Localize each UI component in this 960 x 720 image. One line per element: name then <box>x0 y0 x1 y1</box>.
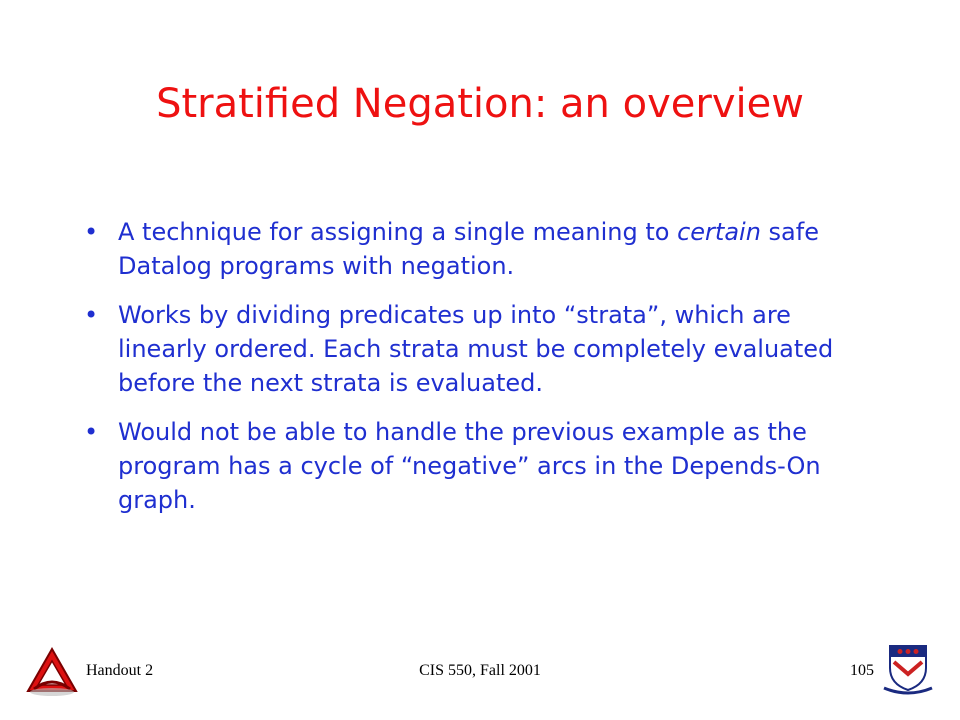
bullet-dot-icon: • <box>84 301 99 329</box>
bullet-item <box>78 298 878 400</box>
bullet-item <box>78 415 878 517</box>
bullet-text: Would not be able to handle the previous example as the program has a cycle of “negative” arcs in the Depends-On graph. <box>118 418 821 514</box>
university-shield-icon <box>880 640 936 696</box>
bullet-text-start: A technique for assigning a single meaning to <box>118 218 678 246</box>
bullet-list <box>78 215 878 532</box>
bullet-dot-icon: • <box>84 418 99 446</box>
bullet-item <box>78 215 878 283</box>
footer-page-number: 105 <box>850 662 874 679</box>
slide-title: Stratified Negation: an overview <box>156 81 804 127</box>
bullet-text <box>118 218 819 280</box>
bullet-dot-icon: • <box>84 218 99 246</box>
bullet-emphasis: certain <box>677 218 761 246</box>
footer-course: CIS 550, Fall 2001 <box>419 662 541 679</box>
bullet-text-end: safe Datalog programs with negation. <box>118 218 819 280</box>
footer-handout: Handout 2 <box>86 662 154 679</box>
bullet-text: Works by dividing predicates up into “strata”, which are linearly ordered. Each strata must be completely evaluated before the next strata is evaluated. <box>118 301 834 397</box>
